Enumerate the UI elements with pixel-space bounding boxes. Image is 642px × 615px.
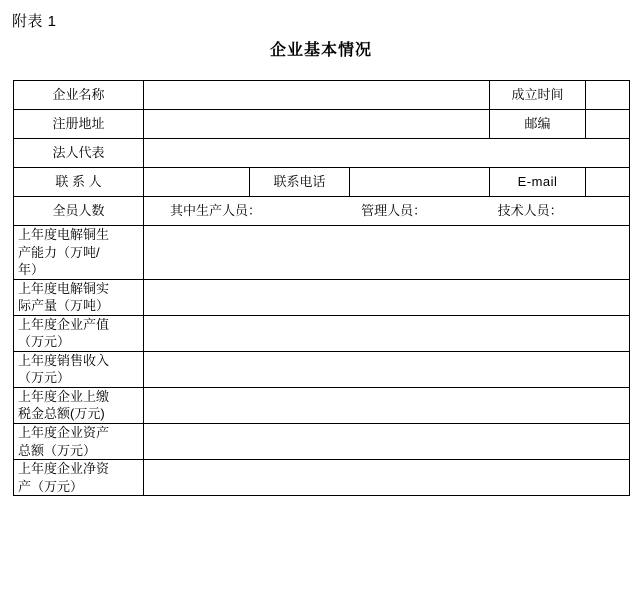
tax-total-input[interactable]	[144, 387, 630, 423]
contact-person-input[interactable]	[144, 168, 250, 197]
table-row	[14, 387, 630, 423]
page-title: 企业基本情况	[269, 42, 372, 59]
table-row	[14, 81, 630, 110]
email-input[interactable]	[586, 168, 630, 197]
postcode-input[interactable]	[586, 110, 630, 139]
output-value-label-line2: （万元）	[18, 334, 71, 350]
contact-person-label: 联 系 人	[14, 168, 144, 197]
net-assets-input[interactable]	[144, 460, 630, 496]
table-row	[14, 279, 630, 315]
sales-income-input[interactable]	[144, 351, 630, 387]
total-assets-input[interactable]	[144, 424, 630, 460]
electrolytic-copper-capacity-input[interactable]	[144, 226, 630, 280]
table-row	[14, 315, 630, 351]
assets-label-line2: 总额（万元）	[18, 442, 97, 458]
tax-label-line2: 税金总额(万元)	[18, 406, 105, 422]
contact-phone-label: 联系电话	[250, 168, 350, 197]
legal-representative-input[interactable]	[144, 139, 630, 168]
output-value-input[interactable]	[144, 315, 630, 351]
net-assets-label	[14, 460, 144, 496]
legal-representative-label: 法人代表	[14, 139, 144, 168]
staff-breakdown-cell[interactable]	[144, 197, 630, 226]
postcode-label: 邮编	[490, 110, 586, 139]
sales-income-label-line1: 上年度销售收入	[18, 352, 110, 368]
sales-income-label	[14, 351, 144, 387]
total-staff-label: 全员人数	[14, 197, 144, 226]
electrolytic-copper-output-label	[14, 279, 144, 315]
output-label-line1: 上年度电解铜实	[18, 280, 110, 296]
table-row	[14, 110, 630, 139]
table-row	[14, 424, 630, 460]
table-row	[14, 226, 630, 280]
capacity-label-line2: 产能力（万吨/	[18, 244, 100, 260]
electrolytic-copper-output-input[interactable]	[144, 279, 630, 315]
company-name-label: 企业名称	[14, 81, 144, 110]
sales-income-label-line2: （万元）	[18, 370, 71, 386]
attachment-label: 附表 1	[12, 13, 57, 30]
capacity-label-line1: 上年度电解铜生	[18, 227, 110, 242]
electrolytic-copper-capacity-label	[14, 226, 144, 280]
table-row	[14, 460, 630, 496]
table-row	[14, 139, 630, 168]
tax-label-line1: 上年度企业上缴	[18, 388, 110, 404]
tax-total-label	[14, 387, 144, 423]
established-time-input[interactable]	[586, 81, 630, 110]
capacity-label-line3: 年）	[18, 262, 45, 278]
production-staff-label: 其中生产人员：	[170, 203, 262, 219]
contact-phone-input[interactable]	[350, 168, 490, 197]
assets-label-line1: 上年度企业资产	[18, 425, 110, 441]
established-time-label: 成立时间	[490, 81, 586, 110]
table-row	[14, 197, 630, 226]
email-label: E-mail	[490, 168, 586, 197]
output-label-line2: 际产量（万吨）	[18, 298, 110, 314]
net-assets-label-line2: 产（万元）	[18, 478, 84, 494]
registered-address-input[interactable]	[144, 110, 490, 139]
company-name-input[interactable]	[144, 81, 490, 110]
total-assets-label	[14, 424, 144, 460]
registered-address-label: 注册地址	[14, 110, 144, 139]
technical-staff-label: 技术人员：	[497, 203, 563, 219]
net-assets-label-line1: 上年度企业净资	[18, 461, 110, 477]
output-value-label	[14, 315, 144, 351]
table-row	[14, 168, 630, 197]
table-row	[14, 351, 630, 387]
company-basic-info-table	[13, 80, 630, 496]
management-staff-label: 管理人员：	[361, 203, 427, 219]
output-value-label-line1: 上年度企业产值	[18, 316, 110, 332]
